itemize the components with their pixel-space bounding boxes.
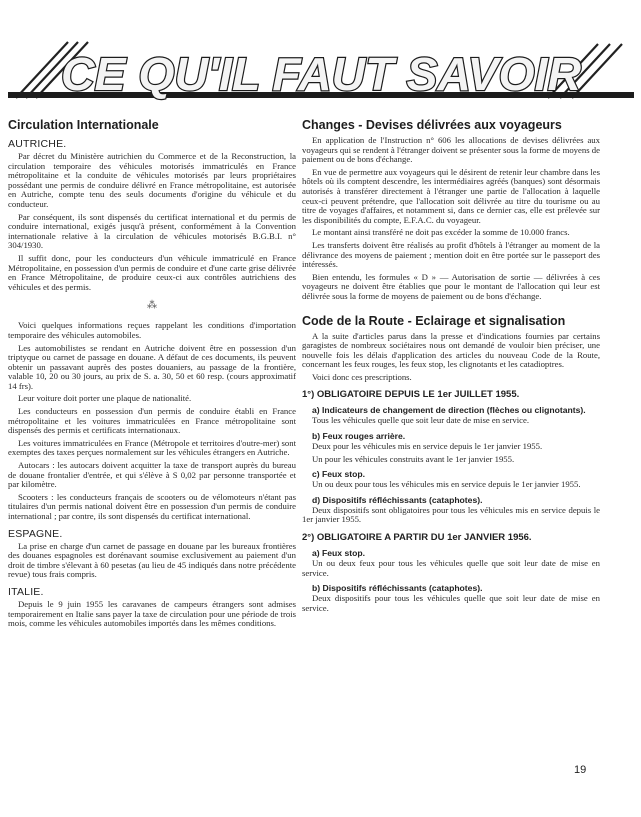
- right-column: [302, 118, 600, 616]
- section-heading-code-route: Code de la Route - Eclairage et signalisation: [302, 313, 566, 328]
- paragraph: A la suite d'articles parus dans la presse et d'indications fournies par certains garagistes de nombreux sociétaires nous ont demandé de vouloir bien préciser, une nouvelle fois les délais d'application des articles du nouveau Code de la Route, concernant les feux rouges, les feux stop, les clignotants et les catadioptres.: [302, 330, 600, 370]
- paragraph: Les transferts doivent être réalisés au profit d'hôtels à l'étranger au moment de la délivrance des moyens de paiement ; mention doit en être portée sur le passeport des intéressés.: [302, 239, 600, 270]
- left-column: [8, 118, 296, 632]
- rule-item-label: a) Indicateurs de changement de direction (flèches ou clignotants).: [312, 405, 586, 416]
- section-heading-changes: Changes - Devises délivrées aux voyageurs: [302, 118, 562, 132]
- paragraph: Bien entendu, les formules « D » — Autorisation de sortie — délivrées à ces voyageurs ne doivent être établies que pour le montant de l'allocation qui leur est délivrée sous la forme de moyens de paiement ou de bons d'échange.: [302, 271, 600, 301]
- paragraph: Deux dispositifs sont obligatoires pour tous les véhicules mis en service depuis le 1er janvier 1955.: [302, 504, 600, 525]
- paragraph: Depuis le 9 juin 1955 les caravanes de campeurs étrangers sont admises temporairement en Italie sans payer la taxe de circulation pour une période de trois mois, comme les véhicules automobiles importés dans les mêmes conditions.: [8, 598, 296, 629]
- paragraph: La prise en charge d'un carnet de passage en douane par les bureaux frontières des douanes espagnoles est dorénavant soumise exclusivement au paiement d'un droit de timbre s'élevant à 60 pesetas (au lieu de 45 indiqués dans notre précédente revue) tous frais compris.: [8, 540, 296, 580]
- section-heading-circulation: Circulation Internationale: [8, 118, 159, 132]
- section-separator: ⁂: [147, 300, 157, 312]
- rule-item-label: c) Feux stop.: [312, 469, 366, 480]
- paragraph: Scooters : les conducteurs français de scooters ou de vélomoteurs n'étant pas titulaires d'un permis national doivent être en possession d'un permis de conduire international ; par contre, ils sont dispensés du certificat international.: [8, 491, 296, 521]
- paragraph: En application de l'Instruction n° 606 les allocations de devises délivrées aux voyageurs qui se rendent à l'étranger doivent se présenter sous la forme de moyens de paiement ou de bons d'échange.: [302, 135, 600, 165]
- paragraph: Autocars : les autocars doivent acquitter la taxe de transport auprès du bureau de douane frontalier d'entrée, et qui s'élève à S 0,02 par personne transportée et par kilomètre.: [8, 460, 296, 490]
- paragraph: Voici quelques informations reçues rappelant les conditions d'importation temporaire des véhicules automobiles.: [8, 320, 296, 340]
- paragraph: Un ou deux feux pour tous les véhicules quelle que soit leur date de mise en service.: [302, 558, 600, 578]
- paragraph: Leur voiture doit porter une plaque de nationalité.: [18, 393, 192, 404]
- rule-item-label: b) Dispositifs réfléchissants (cataphotes).: [312, 583, 483, 594]
- rule-block-heading: 1°) OBLIGATOIRE DEPUIS LE 1er JUILLET 1955.: [302, 389, 520, 401]
- paragraph: Deux dispositifs pour tous les véhicules quelle que soit leur date de mise en service.: [302, 593, 600, 613]
- country-heading-italie: ITALIE.: [8, 585, 44, 598]
- paragraph: Le montant ainsi transféré ne doit pas excéder la somme de 10.000 francs.: [312, 227, 570, 238]
- paragraph: Un pour les véhicules construits avant le 1er janvier 1955.: [312, 453, 515, 464]
- paragraph: Par conséquent, ils sont dispensés du certificat international et du permis de conduire international, exigés jusqu'à présent, conformément à la Convention internationale relative à la circulation de véhicules motorisés B.G.B.I. n° 304/1930.: [8, 211, 296, 251]
- banner-graphic: [8, 36, 634, 106]
- rule-item-label: a) Feux stop.: [312, 548, 366, 559]
- paragraph: Les voitures immatriculées en France (Métropole et territoires d'outre-mer) sont exemptes des taxes perçues normalement sur les véhicules étrangers en Autriche.: [8, 437, 296, 458]
- rule-block-heading: 2°) OBLIGATOIRE A PARTIR DU 1er JANVIER 1956.: [302, 532, 532, 544]
- paragraph: Un ou deux pour tous les véhicules mis en service depuis le 1er janvier 1955.: [312, 479, 581, 490]
- title-banner: [8, 36, 634, 106]
- paragraph: Les automobilistes se rendant en Autriche doivent être en possession d'un triptyque ou carnet de passage en douane. A défaut de ces documents, ils peuvent obtenir un passavant auprès des postes douaniers, au passage de la frontière, valable 10, 20 ou 30 jours, au prix de S. a. 30, 50 et 60 resp. (cours approximatif 14 frs).: [8, 342, 296, 391]
- paragraph: Voici donc ces prescriptions.: [312, 371, 412, 382]
- paragraph: Par décret du Ministère autrichien du Commerce et de la Reconstruction, la circulation temporaire des véhicules motorisés immatriculés en France métropolitaine et la conduite de véhicules motorisés par leurs propriétaires possédant une permis de conduire délivré en France métropolitaine, est autorisée en Autriche, compte tenu des seuls documents d'origine du véhicule et du conducteur.: [8, 151, 296, 209]
- country-heading-autriche: AUTRICHE.: [8, 138, 67, 150]
- paragraph: Il suffit donc, pour les conducteurs d'un véhicule immatriculé en France Métropolitaine, en possession d'un permis de conduire et d'une carte grise délivrée en France Métropolitaine, de produire ceux-ci aux contrôles autrichiens des véhicules et des permis.: [8, 252, 296, 292]
- rule-item-label: b) Feux rouges arrière.: [312, 431, 406, 442]
- country-heading-espagne: ESPAGNE.: [8, 527, 63, 540]
- paragraph: En vue de permettre aux voyageurs qui le désirent de retenir leur chambre dans les hôtels où ils comptent descendre, les intermédiaires agréés (banques) sont désormais autorisés à transférer directement à l'étranger une partie de l'allocation à laquelle ceux-ci peuvent prétendre, que l'allocation soit délivrée au titre du tourisme ou au titre de voyages d'affaires, et notamment si, dans ce dernier cas, elle est prélevée sur les disponibilités du compte, E.F.A.C. du voyageur.: [302, 166, 600, 225]
- paragraph: Les conducteurs en possession d'un permis de conduire établi en France métropolitaine et les voitures immatriculées en France métropolitaine sont dispensés des permis et certificats internationaux.: [8, 406, 296, 436]
- paragraph: Deux pour les véhicules mis en service depuis le 1er janvier 1955.: [312, 441, 543, 452]
- paragraph: Tous les véhicules quelle que soit leur date de mise en service.: [312, 415, 529, 426]
- banner-title: CE QU'IL FAUT SAVOIR: [61, 48, 581, 100]
- page-number: 19: [574, 764, 587, 776]
- rule-item-label: d) Dispositifs réfléchissants (cataphotes).: [312, 494, 483, 505]
